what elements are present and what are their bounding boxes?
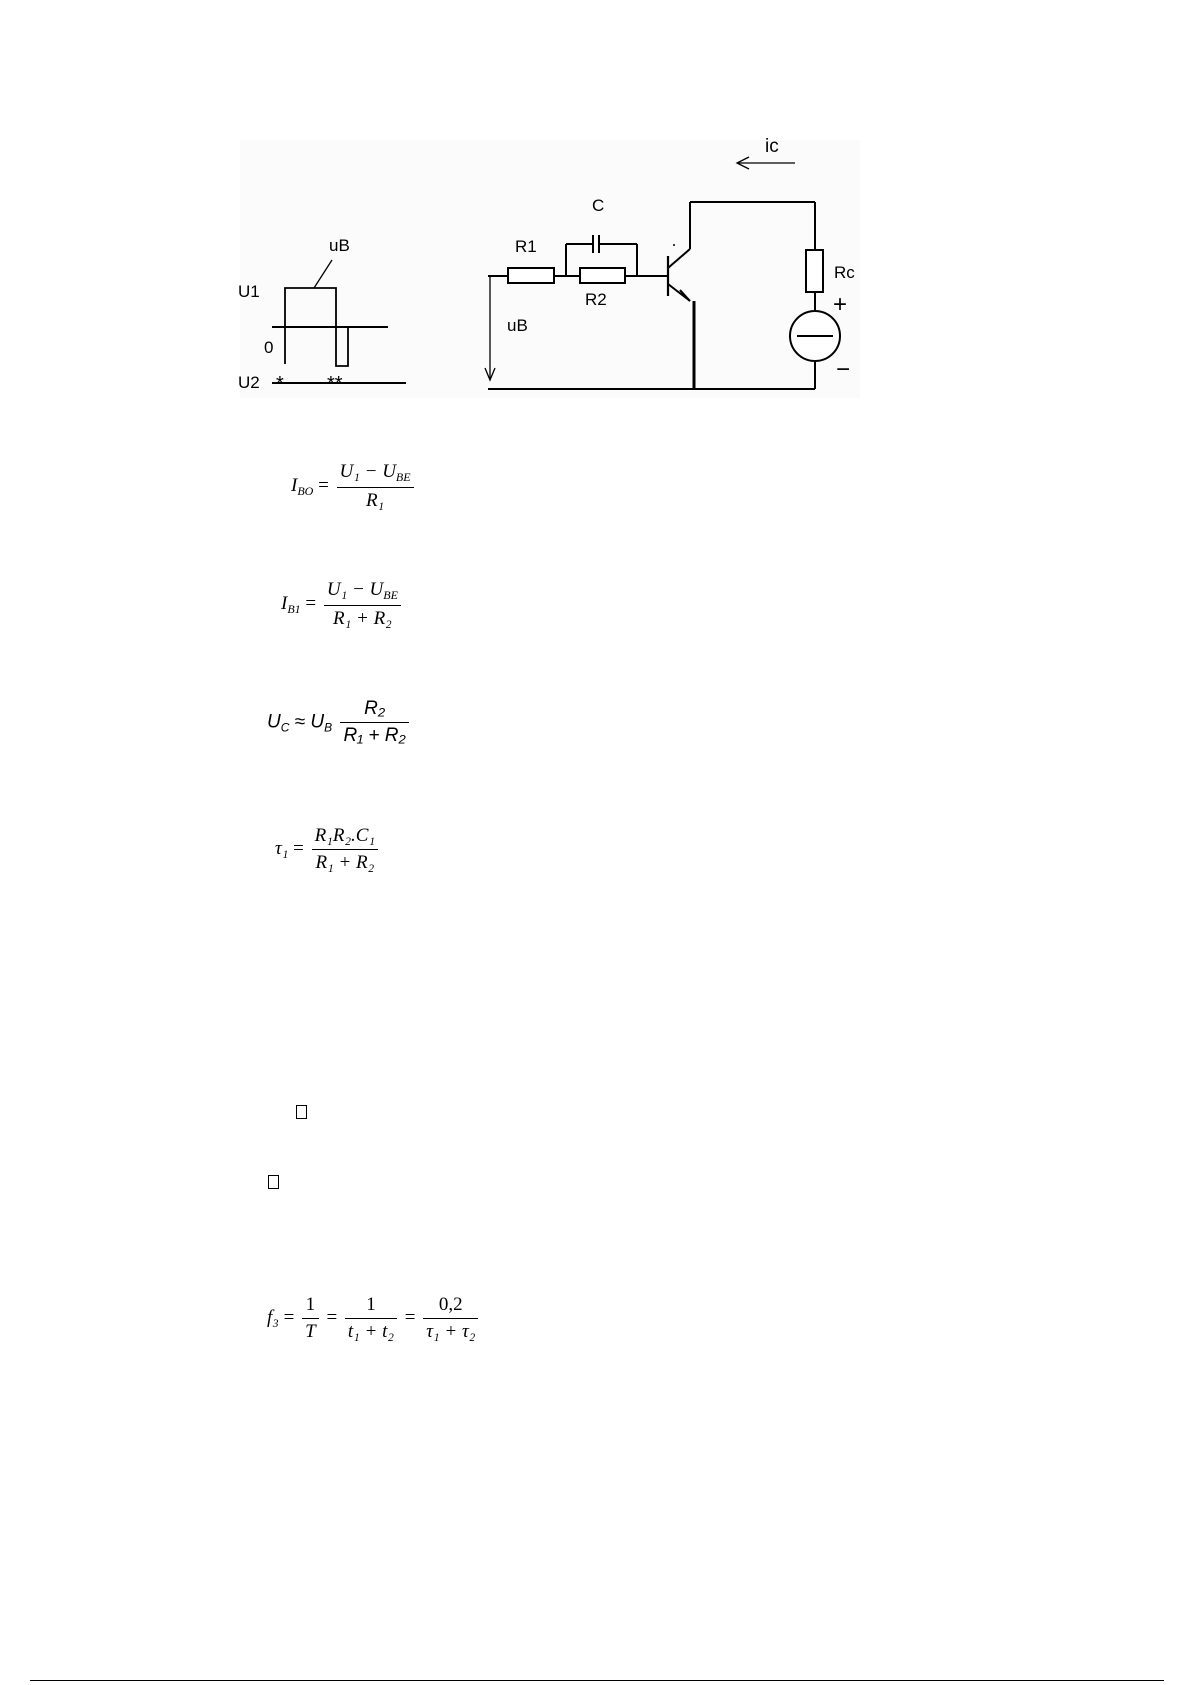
label-rc: Rc xyxy=(834,263,855,282)
label-zero: 0 xyxy=(264,338,274,357)
equation-tau: τ₁ = $\frac{\text{R₁R₂.C₁}}{\text{R₁ + R₂}}$ xyxy=(275,825,381,874)
resistor-r1 xyxy=(508,268,554,283)
resistor-rc xyxy=(806,250,823,292)
label-r1: R1 xyxy=(515,237,537,256)
collector-dot xyxy=(673,244,675,246)
star-single: * xyxy=(276,373,284,395)
label-plus: + xyxy=(833,291,848,318)
label-u2: U2 xyxy=(238,373,260,392)
label-minus: − xyxy=(836,356,851,383)
label-ub-waveform: uB xyxy=(329,236,350,255)
star-double: ** xyxy=(327,373,343,395)
label-ic: ic xyxy=(765,136,779,157)
equation-ib1: $I_{B1}$ = $\frac{U_1 - U_{BE}}{\text{R₁ + R₂}}$ xyxy=(281,579,404,630)
label-u1: U1 xyxy=(238,282,260,301)
equation-uc: $U_C \approx U_B$ $\frac{\text{R₂}}{\text{R₁ + R₂}}$ xyxy=(267,698,412,747)
label-r2: R2 xyxy=(585,290,607,309)
placeholder-box-1 xyxy=(296,1105,307,1119)
equation-f3: f₃ = $\frac{1}{T}$ = $\frac{1}{\text{t₁ + t₂}}$ = $\frac{0,2}{\text{τ₁ + τ₂}}$ xyxy=(267,1294,481,1343)
resistor-r2 xyxy=(580,268,625,283)
footer-rule xyxy=(30,1680,1164,1681)
label-ub-circuit: uB xyxy=(507,316,528,335)
placeholder-box-2 xyxy=(268,1175,279,1189)
label-c: C xyxy=(592,196,605,215)
equation-ib0: $I_{BO}$ = $\frac{U_1 - U_{BE}}{\text{R₁}}$ xyxy=(291,461,417,512)
